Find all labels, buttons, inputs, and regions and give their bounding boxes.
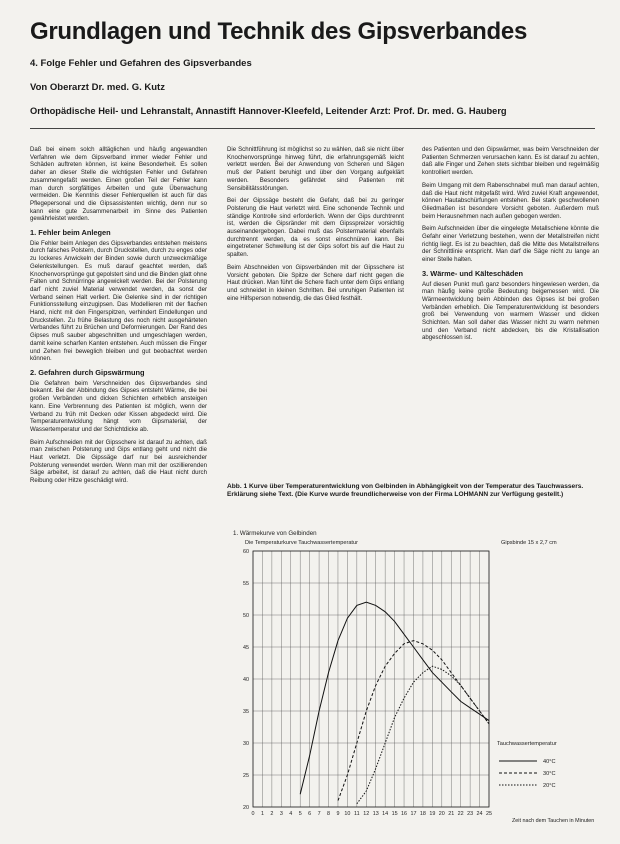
figure-caption: Abb. 1 Kurve über Temperaturentwicklung von Gelbinden in Abhängigkeit von der Temperatur des Tauchwassers. Erklärung siehe Text. (Die Kurve wurde freundlicherweise von der Firma LOHMANN zur Verfügung gestellt.) bbox=[227, 483, 584, 499]
section-heading-1: 1. Fehler beim Anlegen bbox=[30, 228, 111, 238]
x-tick-label: 2 bbox=[270, 811, 274, 817]
x-tick-label: 6 bbox=[308, 811, 312, 817]
paragraph: Beim Aufschneiden mit der Gipsschere ist darauf zu achten, daß man zwischen Polsterung und Gips entlang geht und nicht die Haut verletzt. Die Gipssäge darf nur bei ausreichender Polsterung verwendet werden. Wenn man mit der oszillierenden Säge arbeitet, ist darauf zu achten, daß die Haut nicht durch Reibung oder Hitze geschädigt wird. bbox=[30, 438, 207, 485]
x-tick-label: 3 bbox=[279, 811, 283, 817]
chart-grid bbox=[253, 551, 489, 807]
paragraph: Die Schnittführung ist möglichst so zu wählen, daß sie nicht über Knochenvorsprünge hinweg führt, die erfahrungsgemäß leicht verletzt werden. Bei der Anwendung von Scheren und Sägen muß der Patient beruhigt und über den Vorgang aufgeklärt werden. Besonders gefährdet sind Patienten mit Sensibilitätsstörungen. bbox=[227, 146, 404, 192]
paragraph: Beim Abschneiden von Gipsverbänden mit der Gipsschere ist Vorsicht geboten. Die Spitze der Schere darf nicht gegen die Haut drücken. Man führt die Schere flach unter dem Gips entlang und schneidet in kleinen Schritten. Bei unruhigen Patienten ist eine Hilfsperson notwendig, die das Glied festhält. bbox=[227, 263, 404, 302]
chart-note: Gipsbinde 15 x 2,7 cm bbox=[501, 540, 557, 546]
article-author: Von Oberarzt Dr. med. G. Kutz bbox=[30, 82, 165, 93]
y-tick-label: 45 bbox=[243, 645, 249, 651]
x-tick-label: 24 bbox=[476, 811, 483, 817]
y-tick-label: 50 bbox=[243, 613, 249, 619]
chart-title: 1. Wärmekurve von Gelbinden bbox=[233, 530, 317, 537]
paragraph: Auf diesen Punkt muß ganz besonders hingewiesen werden, da man häufig keine große Bedeutung beigemessen wird. Die Wärmeentwicklung beim Abbinden des Gipses ist bei großen Verbänden erheblich. Die Temperaturentwicklung ist besonders groß bei Verwendung von warmem Wasser und dicken Schichten. Man soll daher das Wasser nicht zu warm nehmen und den Verband nicht abdecken, bis die Kristallisation abgeschlossen ist. bbox=[422, 280, 599, 342]
legend-label: 40°C bbox=[543, 759, 556, 765]
legend-label: 20°C bbox=[543, 783, 556, 789]
paragraph: Die Fehler beim Anlegen des Gipsverbandes entstehen meistens durch falsches Polstern, durch Druckstellen, durch zu enges oder zu lockeres Anwickeln der Binden sowie durch unzweckmäßige Gelenkstellungen. Es muß darauf geachtet werden, daß Knochenvorsprünge gut gepolstert sind und die Binden glatt ohne Falten und Schnürringe angewickelt werden. Bei der Polsterung darf nicht zuviel Material verwendet werden, da sonst der Verband seinen Halt verliert. Die Gelenke sind in der richtigen Funktionsstellung einzugipsen. Das Modellieren mit der flachen Hand, nicht mit den Fingerspitzen, verhindert Eindellungen und Druckstellen. Zu frühe Belastung des noch nicht ausgehärteten Verbandes führt zu Brüchen und Deformierungen. Der Rand des Gipses muß sauber abgeschnitten und umgeschlagen werden, damit keine scharfen Kanten entstehen. Auch müssen die Finger und Zehen frei beweglich bleiben und gut beobachtet werden können. bbox=[30, 239, 207, 363]
y-tick-label: 40 bbox=[243, 677, 249, 683]
x-tick-label: 21 bbox=[448, 811, 455, 817]
column-middle bbox=[227, 146, 404, 471]
chart-ticks bbox=[243, 549, 492, 817]
y-tick-label: 20 bbox=[243, 805, 249, 811]
x-tick-label: 1 bbox=[260, 811, 264, 817]
x-tick-label: 12 bbox=[363, 811, 370, 817]
x-tick-label: 10 bbox=[344, 811, 351, 817]
section-heading-2: 2. Gefahren durch Gipswärmung bbox=[30, 367, 145, 377]
x-tick-label: 8 bbox=[327, 811, 331, 817]
paragraph: Beim Umgang mit dem Rabenschnabel muß man darauf achten, daß die Haut nicht mitgefaßt wird. Wird zuviel Kraft angewendet, können Hautabschürfungen entstehen. Bei stark geschwollenen Gliedmaßen ist besondere Vorsicht geboten. Außerdem muß beim Herausnehmen nach außen gebogen werden. bbox=[422, 181, 599, 220]
x-tick-label: 0 bbox=[251, 811, 255, 817]
article-subtitle: 4. Folge Fehler und Gefahren des Gipsverbandes bbox=[30, 58, 252, 69]
header-divider bbox=[30, 128, 595, 129]
y-tick-label: 60 bbox=[243, 549, 249, 555]
paragraph: des Patienten und den Gipswärmer, was beim Verschneiden der Patienten Schmerzen verursachen kann. Es ist darauf zu achten, daß alle Finger und Zehen stets sichtbar bleiben und regelmäßig kontrolliert werden. bbox=[422, 146, 599, 177]
x-tick-label: 23 bbox=[467, 811, 474, 817]
y-tick-label: 55 bbox=[243, 581, 249, 587]
y-tick-label: 25 bbox=[243, 773, 249, 779]
article-affiliation: Orthopädische Heil- und Lehranstalt, Annastift Hannover-Kleefeld, Leitender Arzt: Prof. Dr. med. G. Hauberg bbox=[30, 106, 507, 116]
x-tick-label: 4 bbox=[289, 811, 293, 817]
paragraph-intro: Daß bei einem solch alltäglichen und häufig angewandten Verfahren wie dem Gipsverband immer wieder Fehler und Schäden auftreten können, ist keine Besonderheit. Es sollen daher an dieser Stelle die wichtigsten Fehler und Gefahren zusammengefaßt werden. Einen großen Teil der Fehler kann man durch sorgfältiges Arbeiten und gute Überwachung vermeiden. Die Kenntnis dieser Fehlerquellen ist auch für das Pflegepersonal und die Gipsassistenten wichtig, denn nur so kann eine gute Zusammenarbeit im Sinne des Patienten gewährleistet werden. bbox=[30, 146, 207, 223]
x-tick-label: 7 bbox=[317, 811, 321, 817]
x-tick-label: 13 bbox=[372, 811, 379, 817]
section-heading-3: 3. Wärme- und Kälteschäden bbox=[422, 268, 524, 278]
x-tick-label: 22 bbox=[457, 811, 464, 817]
x-tick-label: 20 bbox=[438, 811, 445, 817]
x-tick-label: 14 bbox=[382, 811, 389, 817]
x-tick-label: 18 bbox=[419, 811, 426, 817]
x-tick-label: 19 bbox=[429, 811, 436, 817]
chart-subtitle: Die Temperaturkurve Tauchwassertemperatur bbox=[245, 540, 358, 546]
x-tick-label: 17 bbox=[410, 811, 417, 817]
x-tick-label: 25 bbox=[486, 811, 492, 817]
temperature-chart bbox=[227, 529, 607, 829]
legend-label: 30°C bbox=[543, 771, 556, 777]
legend-title: Tauchwassertemperatur bbox=[497, 741, 557, 747]
paragraph: Beim Aufschneiden über die eingelegte Metallschiene könnte die Gefahr einer Verletzung bestehen, wenn der Metallstreifen nicht richtig liegt. Es ist zu beachten, daß die Mitte des Metallstreifens der Schnittlinie entspricht. Man darf die Säge nicht zu lange an einer Stelle halten. bbox=[422, 225, 599, 264]
y-tick-label: 35 bbox=[243, 709, 249, 715]
x-tick-label: 11 bbox=[354, 811, 360, 817]
paragraph: Die Gefahren beim Verschneiden des Gipsverbandes sind bekannt. Bei der Abbindung des Gipses entsteht Wärme, die bei großen Verbänden und dicken Schichten erheblich ansteigen kann. Eine Verbrennung des Patienten ist möglich, wenn der Verband zu früh mit Decken oder Kissen abgedeckt wird. Die Temperaturentwicklung hängt vom Gipsmaterial, der Wassertemperatur und der Schichtdicke ab. bbox=[30, 379, 207, 433]
article-title: Grundlagen und Technik des Gipsverbandes bbox=[30, 18, 527, 45]
x-axis-label: Zeit nach dem Tauchen in Minuten bbox=[512, 818, 595, 824]
y-tick-label: 30 bbox=[243, 741, 249, 747]
x-tick-label: 15 bbox=[391, 811, 398, 817]
paragraph: Bei der Gipssäge besteht die Gefahr, daß bei zu geringer Polsterung die Haut verletzt wird. Eine schonende Technik und ständige Kontrolle sind erforderlich. Wenn der Gips durchtrennt ist, werden die Gipsränder mit dem Gipsspreizer vorsichtig auseinandergebogen. Dabei muß das Polstermaterial ebenfalls durchtrennt werden, da es sonst einschnüren kann. Bei eingetretener Schwellung ist der Gips sofort bis auf die Haut zu spalten. bbox=[227, 197, 404, 259]
x-tick-label: 5 bbox=[298, 811, 302, 817]
column-right bbox=[422, 146, 599, 471]
x-tick-label: 9 bbox=[336, 811, 340, 817]
x-tick-label: 16 bbox=[401, 811, 408, 817]
column-left bbox=[30, 146, 207, 831]
